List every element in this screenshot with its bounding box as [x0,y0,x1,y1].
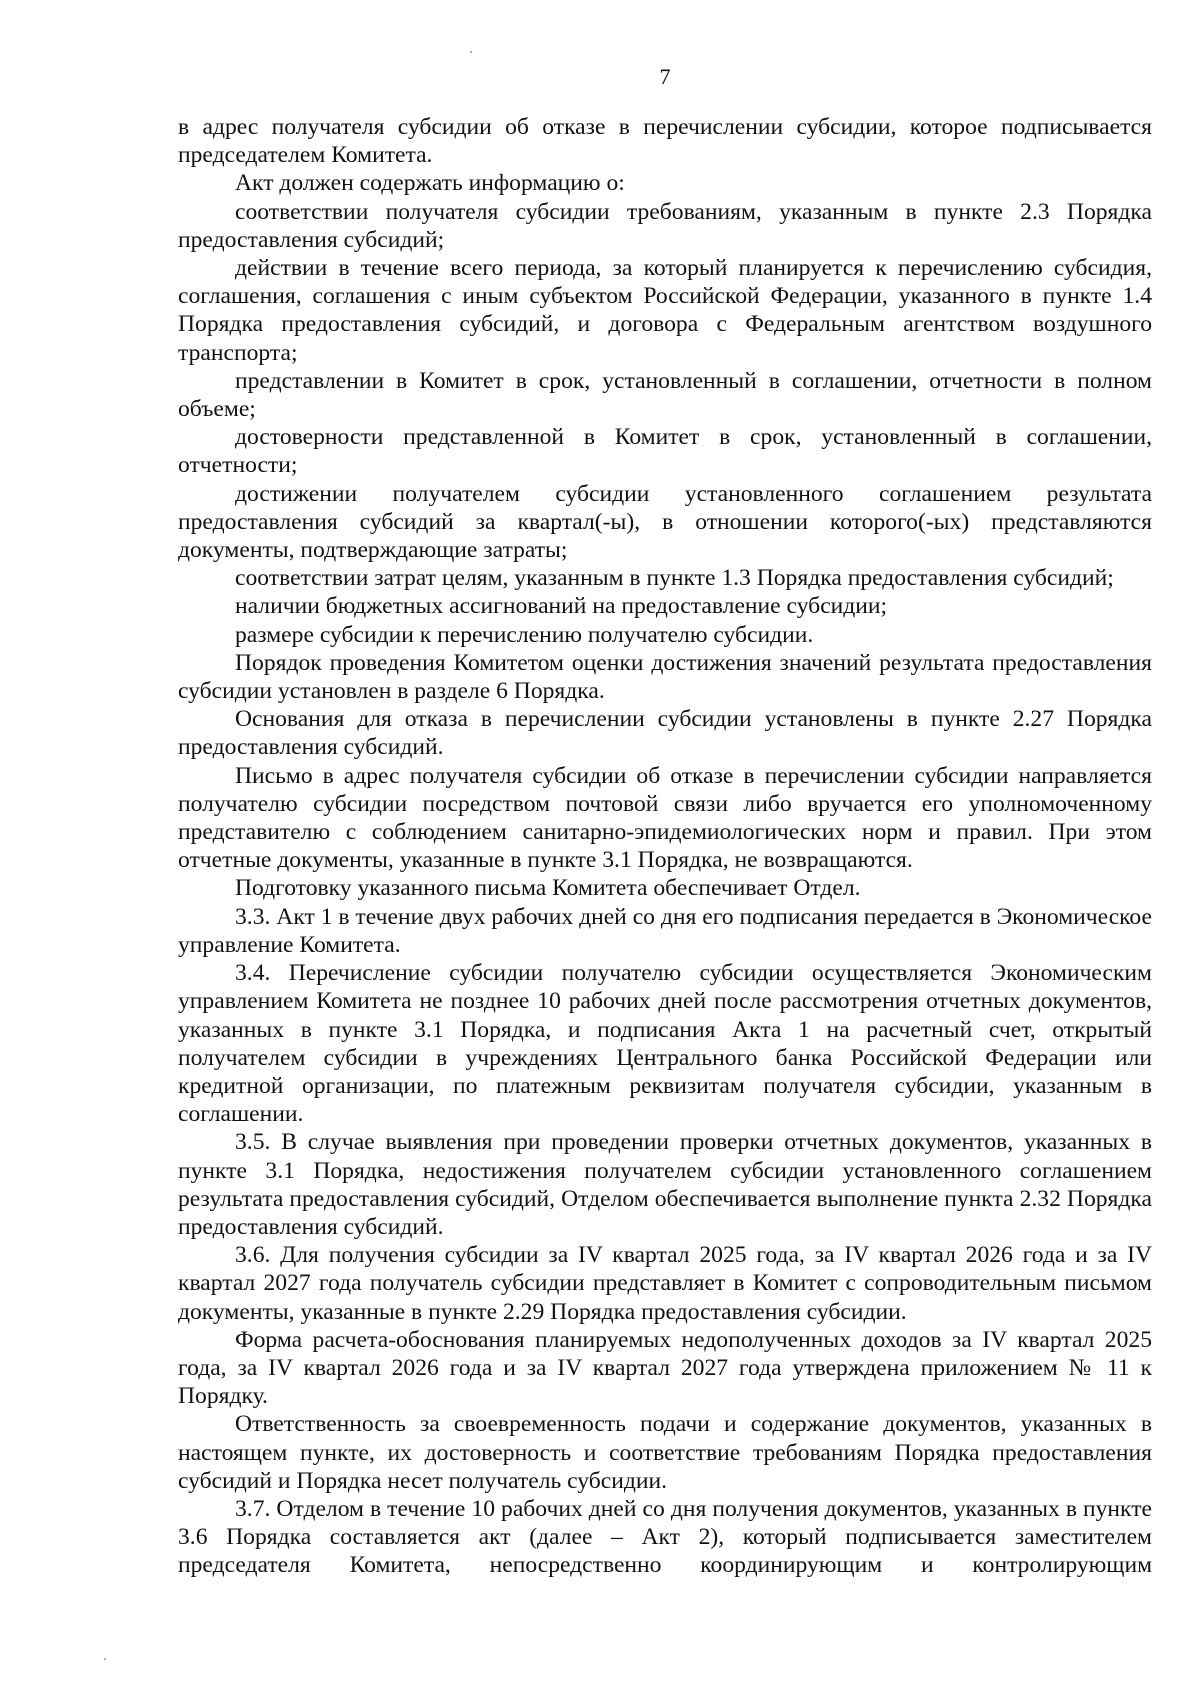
paragraph: Акт должен содержать информацию о: [235,170,625,197]
paragraph: 3.7. Отделом в течение 10 рабочих дней со дня получения документов, указанных в пункте 3.6 Порядка составляется акт (далее – Акт 2), который подписывается заместителем председателя Комитета, непосредственно координирующим и контролирующим [178,1495,1152,1579]
paragraph: соответствии получателя субсидии требованиям, указанным в пункте 2.3 Порядка предоставления субсидий; [178,198,1152,253]
paragraph: Подготовку указанного письма Комитета обеспечивает Отдел. [235,875,861,902]
scan-speck [470,51,472,53]
paragraph: действии в течение всего периода, за который планируется к перечислению субсидия, соглашения, соглашения с иным субъектом Российской Федерации, указанного в пункте 1.4 Порядка предоставления субсидий, и договора с Федеральным агентством воздушного транспорта; [178,255,1152,366]
page-number: 7 [659,64,671,89]
paragraph: представлении в Комитет в срок, установленный в соглашении, отчетности в полном объеме; [178,367,1152,423]
paragraph: Ответственность за своевременность подачи и содержание документов, указанных в настоящем пункте, их достоверность и соответствие требованиям Порядка предоставления субсидий и Порядка несет получатель субсидии. [178,1411,1152,1494]
paragraph: в адрес получателя субсидии об отказе в перечислении субсидии, которое подписывается председателем Комитета. [178,114,1152,169]
paragraph: Основания для отказа в перечислении субсидии установлены в пункте 2.27 Порядка предоставления субсидий. [178,706,1152,761]
paragraph: 3.6. Для получения субсидии за IV квартал 2025 года, за IV квартал 2026 года и за IV квартал 2027 года получатель субсидии представляет в Комитет с сопроводительным письмом документы, указанные в пункте 2.29 Порядка предоставления субсидии. [178,1242,1152,1325]
paragraph: размере субсидии к перечислению получателю субсидии. [235,621,814,648]
scan-speck [104,1658,106,1660]
paragraph: достижении получателем субсидии установленного соглашением результата предоставления субсидий за квартал(-ы), в отношении которого(-ых) представляются документы, подтверждающие затраты; [178,480,1152,564]
paragraph: Форма расчета-обоснования планируемых недополученных доходов за IV квартал 2025 года, за IV квартал 2026 года и за IV квартал 2027 года утверждена приложением № 11 к Порядку. [178,1326,1152,1410]
paragraph: Порядок проведения Комитетом оценки достижения значений результата предоставления субсидии установлен в разделе 6 Порядка. [178,649,1152,705]
paragraph: 3.4. Перечисление субсидии получателю субсидии осуществляется Экономическим управлением Комитета не позднее 10 рабочих дней после рассмотрения отчетных документов, указанных в пункте 3.1 Порядка, и подписания Акта 1 на расчетный счет, открытый получателем субсидии в учреждениях Центрального банка Российской Федерации или кредитной организации, по платежным реквизитам получателя субсидии, указанным в соглашении. [178,960,1152,1128]
paragraph: наличии бюджетных ассигнований на предоставление субсидии; [235,593,888,620]
paragraph: достоверности представленной в Комитет в срок, установленный в соглашении, отчетности; [178,424,1152,479]
paragraph: 3.5. В случае выявления при проведении проверки отчетных документов, указанных в пункте 3.1 Порядка, недостижения получателем субсидии установленного соглашением результата предоставления субсидий, Отделом обеспечивается выполнение пункта 2.32 Порядка предоставления субсидий. [178,1129,1152,1240]
document-body [178,113,1152,1580]
paragraph: соответствии затрат целям, указанным в пункте 1.3 Порядка предоставления субсидий; [235,565,1114,592]
paragraph: 3.3. Акт 1 в течение двух рабочих дней со дня его подписания передается в Экономическое управление Комитета. [178,903,1152,958]
paragraph: Письмо в адрес получателя субсидии об отказе в перечислении субсидии направляется получателю субсидии посредством почтовой связи либо вручается его уполномоченному представителю с соблюдением санитарно-эпидемиологических норм и правил. При этом отчетные документы, указанные в пункте 3.1 Порядка, не возвращаются. [178,762,1152,874]
